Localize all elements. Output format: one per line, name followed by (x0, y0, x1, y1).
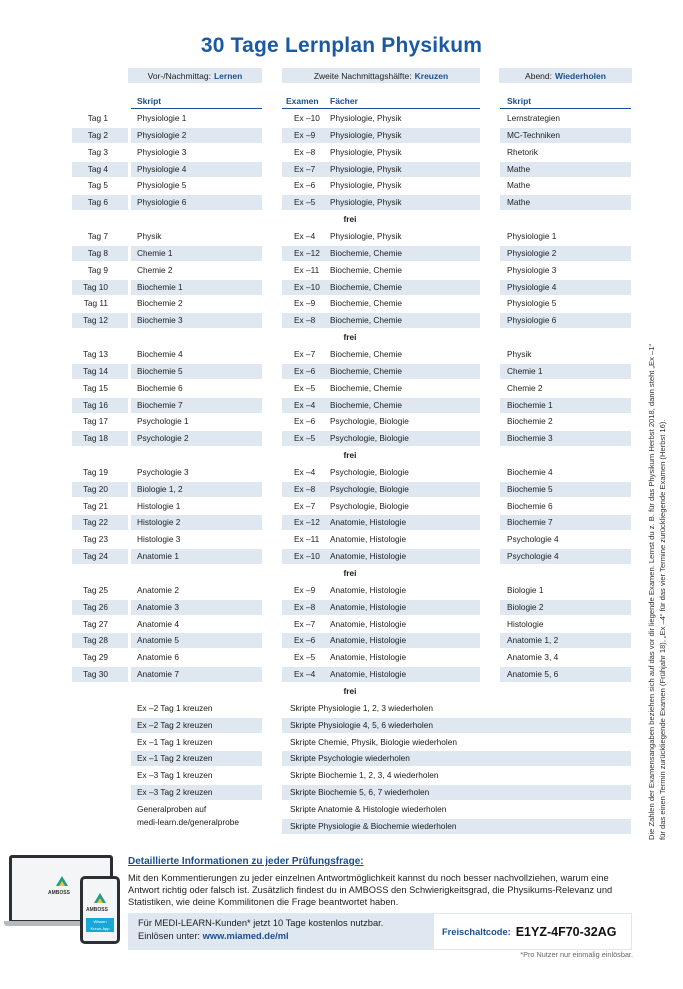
frei-label: frei (343, 214, 357, 225)
examen-cell: Ex –6 (294, 416, 316, 427)
examen-cell: Ex –8 (282, 482, 328, 497)
day-cell: Tag 28 (72, 633, 128, 648)
table-row (0, 347, 683, 364)
header-wiederholen (499, 68, 632, 83)
skript-cell: Biochemie 7 (131, 398, 262, 413)
abend-cell: Biochemie 4 (507, 466, 553, 477)
faecher-cell: Physiologie, Physik (328, 195, 480, 210)
final-right-item: Skripte Anatomie & Histologie wiederholen (290, 803, 447, 814)
phone-illustration (80, 876, 120, 944)
skript-cell: Biochemie 2 (137, 298, 183, 309)
phone-logo-text: AMBOSS (86, 907, 108, 913)
table-row (0, 111, 683, 128)
skript-cell: Biochemie 6 (137, 382, 183, 393)
skript-cell: Anatomie 3 (131, 600, 262, 615)
final-right-item: Skripte Physiologie & Biochemie wiederholen (282, 819, 631, 834)
examen-cell: Ex –7 (294, 618, 316, 629)
skript-cell: Histologie 1 (137, 500, 181, 511)
skript-cell: Chemie 2 (137, 264, 173, 275)
skript-cell: Physiologie 6 (131, 195, 262, 210)
day-cell: Tag 14 (72, 364, 128, 379)
final-right-item: Skripte Chemie, Physik, Biologie wiederholen (290, 736, 457, 747)
final-right-item: Skripte Physiologie 1, 2, 3 wiederholen (290, 702, 433, 713)
skript-cell: Anatomie 6 (137, 652, 179, 663)
skript-cell: Biochemie 5 (131, 364, 262, 379)
skript-cell: Chemie 1 (131, 246, 262, 261)
faecher-cell: Biochemie, Chemie (328, 280, 480, 295)
day-cell: Tag 18 (72, 431, 128, 446)
header-wiederholen-prefix: Abend: (525, 70, 552, 81)
skript-cell: Anatomie 2 (137, 584, 179, 595)
faecher-cell: Biochemie, Chemie (330, 382, 402, 393)
examen-cell: Ex –10 (282, 280, 328, 295)
faecher-cell: Anatomie, Histologie (328, 600, 480, 615)
faecher-cell: Biochemie, Chemie (330, 348, 402, 359)
faecher-cell: Biochemie, Chemie (330, 264, 402, 275)
header-kreuzen-prefix: Zweite Nachmittagshälfte: (313, 70, 412, 81)
table-row (0, 667, 683, 684)
abend-cell: Chemie 1 (500, 364, 631, 379)
faecher-cell: Biochemie, Chemie (328, 398, 480, 413)
examen-cell: Ex –8 (282, 600, 328, 615)
faecher-cell: Physiologie, Physik (330, 146, 402, 157)
examen-cell: Ex –5 (294, 652, 316, 663)
final-left-item: Ex –3 Tag 2 kreuzen (131, 785, 262, 800)
table-row (0, 482, 683, 499)
header-lernen-prefix: Vor-/Nachmittag: (147, 70, 211, 81)
day-cell: Tag 3 (87, 146, 108, 157)
day-cell: Tag 1 (87, 113, 108, 123)
faecher-cell: Anatomie, Histologie (330, 652, 407, 663)
faecher-cell: Physiologie, Physik (330, 231, 402, 241)
day-cell: Tag 8 (72, 246, 128, 261)
examen-cell: Ex –11 (294, 534, 320, 545)
table-row (0, 128, 683, 145)
abend-cell: Psychologie 4 (500, 549, 631, 564)
info-title: Detaillierte Informationen zu jeder Prüfungsfrage: (128, 856, 364, 867)
abend-cell: Lernstrategien (507, 113, 561, 123)
skript-cell: Anatomie 5 (131, 633, 262, 648)
examen-cell: Ex –12 (282, 246, 328, 261)
generalproben-label: Generalproben auf (137, 803, 207, 814)
examen-cell: Ex –8 (294, 146, 316, 157)
side-note-line-2: für das einen Termin zurückliegende Examen (Frühjahr 18), „Ex –4“ für das vier Termine zurückliegende Examen (Herbst 16). (657, 419, 667, 840)
table-row (0, 398, 683, 415)
examen-cell: Ex –10 (294, 113, 320, 123)
abend-cell: Physiologie 5 (507, 298, 557, 309)
skript-cell: Physiologie 3 (137, 146, 187, 157)
amboss-logo-accent-icon (59, 881, 65, 886)
faecher-cell: Psychologie, Biologie (328, 482, 480, 497)
day-cell: Tag 11 (83, 298, 108, 309)
abend-cell: Biochemie 6 (507, 500, 553, 511)
faecher-cell: Anatomie, Histologie (328, 633, 480, 648)
header-kreuzen (282, 68, 480, 83)
faecher-cell: Physiologie, Physik (328, 128, 480, 143)
table-row (0, 280, 683, 297)
abend-cell: Physiologie 1 (507, 231, 557, 241)
table-row (0, 465, 683, 482)
table-row (0, 296, 683, 313)
info-text: Mit den Kommentierungen zu jeder einzelnen Antwortmöglichkeit kannst du noch besser nachvollziehen, warum eine Antwort richtig oder falsch ist. Zusätzlich findest du in AMBOSS den Schwierigkeitsgrad, die Physikums-Relevanz und Statistiken, wie deine Kommilitonen die Frage beantwortet haben. (128, 873, 613, 908)
side-note-line-1: Die Zahlen der Examensangaben beziehen sich auf das vor dir liegende Examen. Lernst du z. B. für das Physikum Herbst 2018, dann steht „Ex –1“ (647, 344, 656, 840)
examen-cell: Ex –5 (282, 431, 328, 446)
skript-cell: Physiologie 1 (137, 113, 187, 123)
laptop-logo-text: AMBOSS (48, 890, 70, 896)
offer-line-2 (138, 930, 433, 943)
skript-cell: Anatomie 7 (131, 667, 262, 682)
day-cell: Tag 21 (83, 500, 108, 511)
header-lernen (128, 68, 262, 83)
faecher-cell: Anatomie, Histologie (328, 515, 480, 530)
faecher-cell: Anatomie, Histologie (330, 618, 407, 629)
examen-cell: Ex –7 (294, 500, 316, 511)
skript-cell: Histologie 2 (131, 515, 262, 530)
faecher-cell: Anatomie, Histologie (328, 667, 480, 682)
faecher-cell: Biochemie, Chemie (328, 246, 480, 261)
examen-cell: Ex –6 (282, 633, 328, 648)
final-left-item: Ex –1 Tag 2 kreuzen (131, 751, 262, 766)
abend-cell: Mathe (500, 195, 631, 210)
faecher-cell: Psychologie, Biologie (328, 431, 480, 446)
faecher-cell: Biochemie, Chemie (328, 364, 480, 379)
offer-link[interactable]: www.miamed.de/ml (202, 930, 289, 941)
day-cell: Tag 5 (87, 180, 108, 191)
final-right-item: Skripte Physiologie 4, 5, 6 wiederholen (282, 718, 631, 733)
faecher-cell: Anatomie, Histologie (328, 549, 480, 564)
day-cell: Tag 26 (72, 600, 128, 615)
abend-cell: Physiologie 4 (500, 280, 631, 295)
day-cell: Tag 16 (72, 398, 128, 413)
examen-cell: Ex –4 (282, 398, 328, 413)
examen-cell: Ex –7 (282, 162, 328, 177)
table-row (0, 617, 683, 634)
day-cell: Tag 22 (72, 515, 128, 530)
faecher-cell: Psychologie, Biologie (330, 466, 409, 477)
faecher-cell: Anatomie, Histologie (330, 584, 407, 595)
examen-cell: Ex –12 (282, 515, 328, 530)
abend-cell: Physiologie 3 (507, 264, 557, 275)
examen-cell: Ex –4 (294, 231, 316, 241)
abend-cell: Biologie 1 (507, 584, 544, 595)
table-row (0, 499, 683, 516)
day-cell: Tag 7 (87, 231, 108, 241)
day-cell: Tag 13 (83, 348, 108, 359)
table-row (0, 195, 683, 212)
table-row (0, 263, 683, 280)
code-box (433, 913, 632, 950)
examen-cell: Ex –5 (294, 382, 316, 393)
table-row (0, 381, 683, 398)
offer-line-1: Für MEDI-LEARN-Kunden* jetzt 10 Tage kostenlos nutzbar. (138, 918, 384, 928)
examen-cell: Ex –6 (282, 364, 328, 379)
abend-cell: Rhetorik (507, 146, 538, 157)
table-row (0, 364, 683, 381)
examen-cell: Ex –9 (294, 298, 316, 309)
abend-cell: Mathe (500, 162, 631, 177)
day-cell: Tag 12 (72, 313, 128, 328)
table-row (0, 178, 683, 195)
final-left-item: Ex –2 Tag 1 kreuzen (137, 702, 213, 713)
day-cell: Tag 24 (72, 549, 128, 564)
abend-cell: Histologie (507, 618, 544, 629)
skript-cell: Biochemie 4 (137, 348, 183, 359)
table-row (0, 600, 683, 617)
faecher-cell: Biochemie, Chemie (328, 313, 480, 328)
faecher-cell: Physiologie, Physik (328, 162, 480, 177)
side-note (647, 240, 668, 840)
examen-cell: Ex –4 (294, 466, 316, 477)
abend-cell: Biochemie 2 (507, 416, 553, 427)
skript-cell: Psychologie 3 (137, 466, 189, 477)
table-row (0, 313, 683, 330)
skript-cell: Biochemie 1 (131, 280, 262, 295)
examen-cell: Ex –7 (294, 348, 316, 359)
skript-cell: Physik (137, 231, 162, 241)
abend-cell: Biochemie 3 (500, 431, 631, 446)
table-row (0, 633, 683, 650)
examen-cell: Ex –4 (282, 667, 328, 682)
day-cell: Tag 30 (72, 667, 128, 682)
code-label: Freischaltcode: (442, 926, 511, 937)
faecher-cell: Physiologie, Physik (330, 180, 402, 191)
abend-cell: Mathe (507, 180, 531, 191)
footnote: *Pro Nutzer nur einmalig einlösbar. (520, 950, 633, 959)
final-right-item: Skripte Psychologie wiederholen (282, 751, 631, 766)
offer-prefix: Einlösen unter: (138, 930, 201, 941)
skript-cell: Physiologie 4 (131, 162, 262, 177)
table-row (0, 650, 683, 667)
phone-app-strip (86, 918, 114, 932)
skript-cell: Anatomie 1 (131, 549, 262, 564)
final-left-item: Ex –2 Tag 2 kreuzen (131, 718, 262, 733)
phone-strip-line-1: Wissen (93, 919, 107, 924)
skript-cell: Anatomie 4 (137, 618, 179, 629)
day-cell: Tag 4 (72, 162, 128, 177)
header-kreuzen-bold: Kreuzen (414, 70, 449, 81)
examen-cell: Ex –10 (282, 549, 328, 564)
page-title: 30 Tage Lernplan Physikum (200, 34, 483, 57)
examen-cell: Ex –9 (282, 128, 328, 143)
frei-label: frei (343, 568, 357, 578)
table-row (0, 229, 683, 246)
abend-cell: Anatomie 1, 2 (500, 633, 631, 648)
frei-label: frei (343, 450, 357, 460)
column-faecher: Fächer (326, 95, 480, 109)
faecher-cell: Biochemie, Chemie (330, 298, 402, 309)
header-wiederholen-bold: Wiederholen (555, 70, 606, 81)
skript-cell: Psychologie 2 (131, 431, 262, 446)
abend-cell: Biochemie 5 (500, 482, 631, 497)
faecher-cell: Psychologie, Biologie (330, 416, 409, 427)
abend-cell: Physik (507, 348, 532, 359)
day-cell: Tag 6 (72, 195, 128, 210)
skript-cell: Biologie 1, 2 (131, 482, 262, 497)
abend-cell: Physiologie 6 (500, 313, 631, 328)
frei-label: frei (343, 332, 357, 343)
column-skript-abend: Skript (500, 95, 631, 109)
table-row (0, 162, 683, 179)
table-row (0, 431, 683, 448)
table-row (0, 532, 683, 549)
skript-cell: Physiologie 5 (137, 180, 187, 191)
day-cell: Tag 25 (83, 584, 108, 595)
faecher-cell: Physiologie, Physik (330, 113, 402, 123)
day-cell: Tag 29 (83, 652, 108, 663)
frei-label: frei (343, 685, 357, 696)
day-cell: Tag 27 (83, 618, 108, 629)
final-right-item: Skripte Biochemie 5, 6, 7 wiederholen (282, 785, 631, 800)
table-row (0, 583, 683, 600)
abend-cell: Anatomie 5, 6 (500, 667, 631, 682)
table-row (0, 549, 683, 566)
column-examen: Examen (282, 95, 326, 109)
abend-cell: Chemie 2 (507, 382, 543, 393)
skript-cell: Histologie 3 (137, 534, 181, 545)
abend-cell: Anatomie 3, 4 (507, 652, 559, 663)
day-cell: Tag 10 (72, 280, 128, 295)
table-row (0, 145, 683, 162)
day-cell: Tag 2 (72, 128, 128, 143)
phone-strip-line-2: Kreuz-App (90, 926, 110, 931)
abend-cell: Biologie 2 (500, 600, 631, 615)
skript-cell: Psychologie 1 (137, 416, 189, 427)
day-cell: Tag 17 (83, 416, 108, 427)
header-lernen-bold: Lernen (213, 70, 243, 81)
faecher-cell: Psychologie, Biologie (330, 500, 409, 511)
examen-cell: Ex –8 (282, 313, 328, 328)
abend-cell: MC-Techniken (500, 128, 631, 143)
abend-cell: Physiologie 2 (500, 246, 631, 261)
day-cell: Tag 20 (72, 482, 128, 497)
table-row (0, 246, 683, 263)
abend-cell: Biochemie 1 (500, 398, 631, 413)
day-cell: Tag 15 (83, 382, 108, 393)
generalproben-link[interactable]: medi-learn.de/generalprobe (137, 816, 239, 827)
day-cell: Tag 19 (83, 466, 108, 477)
skript-cell: Biochemie 3 (131, 313, 262, 328)
table-row (0, 515, 683, 532)
faecher-cell: Anatomie, Histologie (330, 534, 407, 545)
code-value: E1YZ-4F70-32AG (515, 924, 617, 939)
examen-cell: Ex –11 (294, 264, 320, 275)
examen-cell: Ex –5 (282, 195, 328, 210)
final-right-item: Skripte Biochemie 1, 2, 3, 4 wiederholen (290, 770, 439, 781)
phone-logo-accent-icon (97, 898, 103, 903)
table-row (0, 414, 683, 431)
column-skript: Skript (131, 95, 262, 109)
offer-box (128, 913, 433, 950)
day-cell: Tag 9 (87, 264, 108, 275)
final-left-item: Ex –1 Tag 1 kreuzen (137, 736, 213, 747)
final-left-item: Ex –3 Tag 1 kreuzen (137, 770, 213, 781)
day-cell: Tag 23 (83, 534, 108, 545)
skript-cell: Physiologie 2 (131, 128, 262, 143)
abend-cell: Psychologie 4 (507, 534, 559, 545)
examen-cell: Ex –6 (294, 180, 316, 191)
abend-cell: Biochemie 7 (500, 515, 631, 530)
examen-cell: Ex –9 (294, 584, 316, 595)
